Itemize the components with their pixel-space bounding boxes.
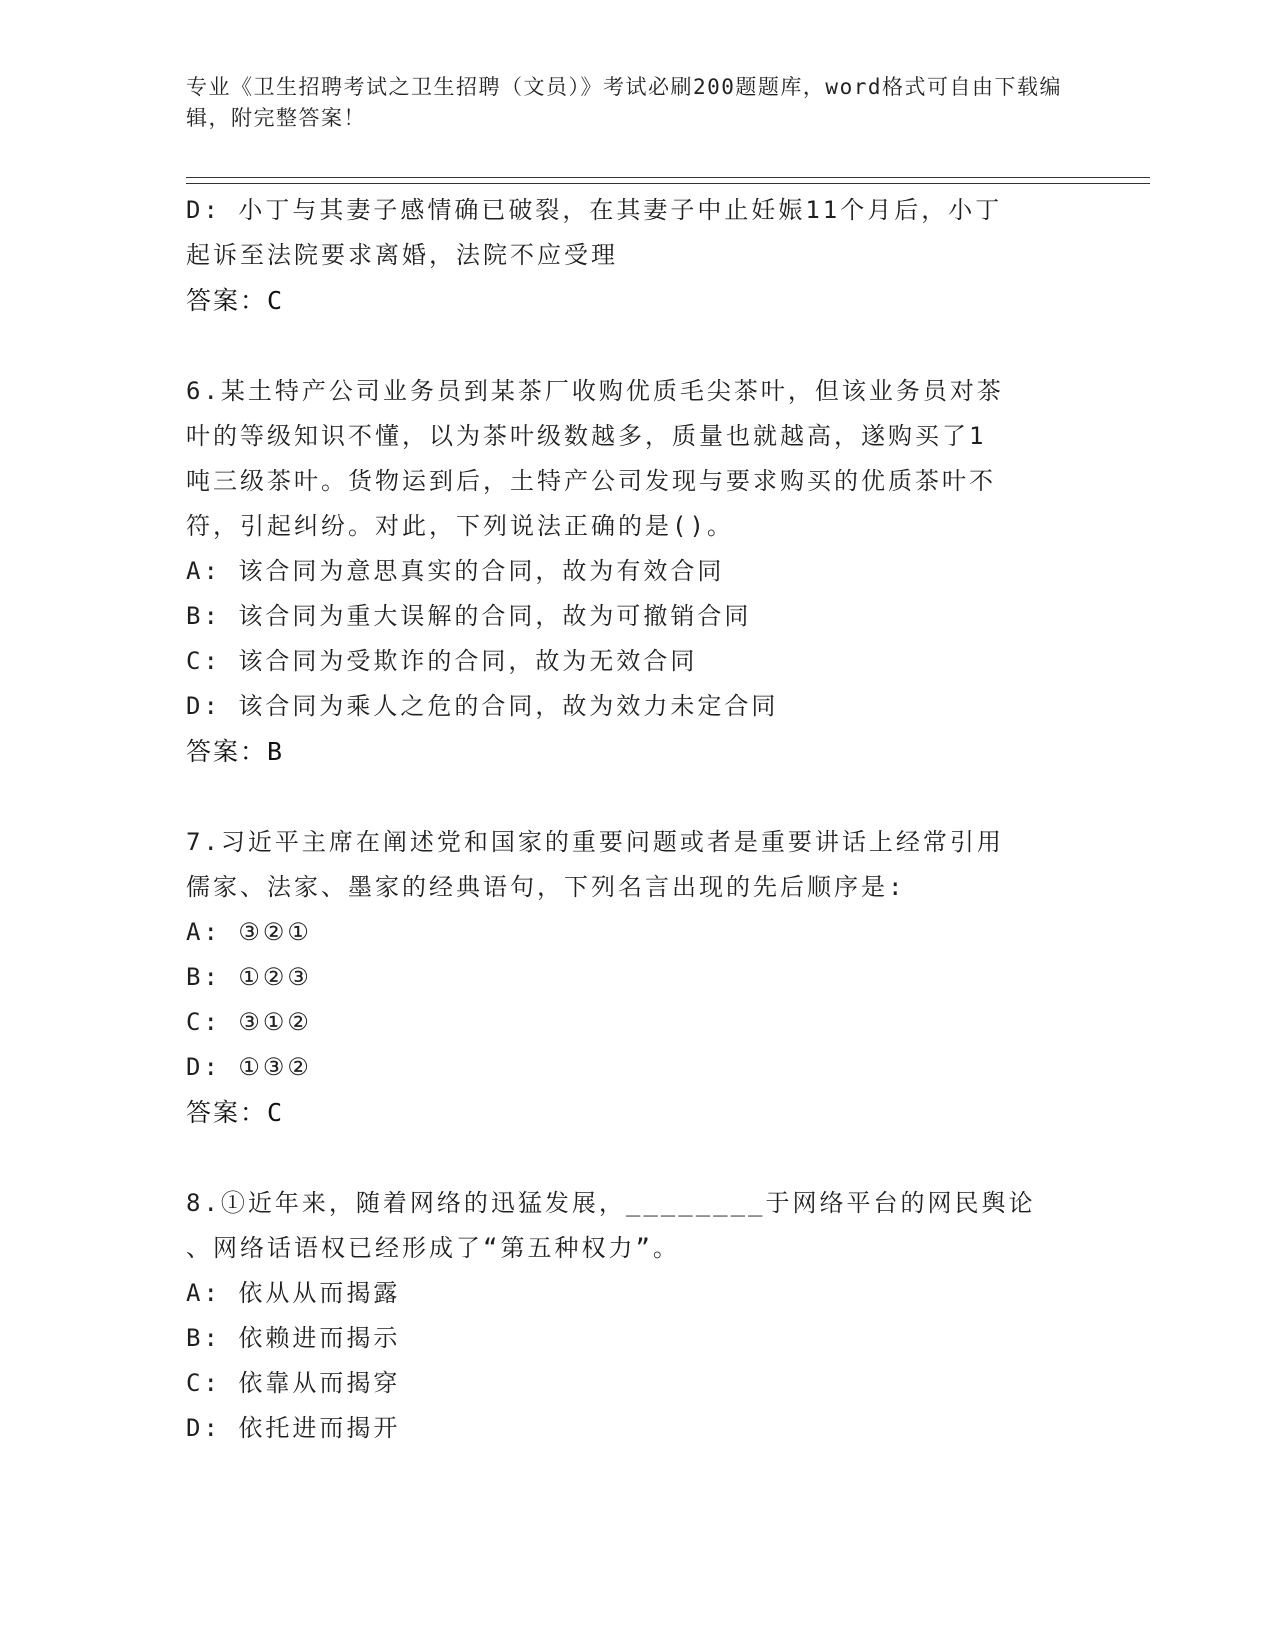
question-text-line: 7.习近平主席在阐述党和国家的重要问题或者是重要讲话上经常引用 xyxy=(186,828,1004,856)
answer-label: 答案：C xyxy=(186,1098,285,1127)
option-a: A: ③②① xyxy=(186,918,312,946)
question-block-7 xyxy=(186,820,1066,1135)
answer-label: 答案：B xyxy=(186,737,285,766)
page-header xyxy=(186,72,1066,134)
option-b: B: 依赖进而揭示 xyxy=(186,1324,401,1352)
option-a: A: 该合同为意思真实的合同，故为有效合同 xyxy=(186,557,725,585)
question-text-line: 8.①近年来，随着网络的迅猛发展，________于网络平台的网民舆论 xyxy=(186,1189,1036,1217)
question-text-line: 6.某土特产公司业务员到某茶厂收购优质毛尖茶叶，但该业务员对茶 xyxy=(186,377,1004,405)
option-c: C: ③①② xyxy=(186,1008,312,1036)
option-a: A: 依从从而揭露 xyxy=(186,1279,401,1307)
question-text-line: 吨三级茶叶。货物运到后，土特产公司发现与要求购买的优质茶叶不 xyxy=(186,467,996,495)
option-b: B: ①②③ xyxy=(186,963,312,991)
option-b: B: 该合同为重大误解的合同，故为可撤销合同 xyxy=(186,602,752,630)
question-block-6 xyxy=(186,369,1066,774)
question-content xyxy=(186,188,1066,1451)
answer-label: 答案：C xyxy=(186,286,285,315)
option-c: C: 该合同为受欺诈的合同，故为无效合同 xyxy=(186,647,698,675)
option-d-line-continued: 起诉至法院要求离婚，法院不应受理 xyxy=(186,241,618,269)
option-d: D: 依托进而揭开 xyxy=(186,1414,401,1442)
question-block-5-tail xyxy=(186,188,1066,323)
option-d: D: 该合同为乘人之危的合同，故为效力未定合同 xyxy=(186,692,779,720)
document-title: 专业《卫生招聘考试之卫生招聘（文员）》考试必刷200题题库，word格式可自由下载编辑，附完整答案！ xyxy=(186,75,1062,130)
header-divider xyxy=(186,177,1150,184)
question-text-line: 、网络话语权已经形成了“第五种权力”。 xyxy=(186,1234,680,1262)
question-text-line: 符，引起纠纷。对此，下列说法正确的是()。 xyxy=(186,512,734,540)
question-text-line: 叶的等级知识不懂，以为茶叶级数越多，质量也就越高，遂购买了1 xyxy=(186,422,987,450)
question-text-line: 儒家、法家、墨家的经典语句，下列名言出现的先后顺序是: xyxy=(186,873,906,901)
option-d-line: D: 小丁与其妻子感情确已破裂，在其妻子中止妊娠11个月后，小丁 xyxy=(186,196,1003,224)
option-c: C: 依靠从而揭穿 xyxy=(186,1369,401,1397)
question-block-8 xyxy=(186,1181,1066,1451)
option-d: D: ①③② xyxy=(186,1053,312,1081)
